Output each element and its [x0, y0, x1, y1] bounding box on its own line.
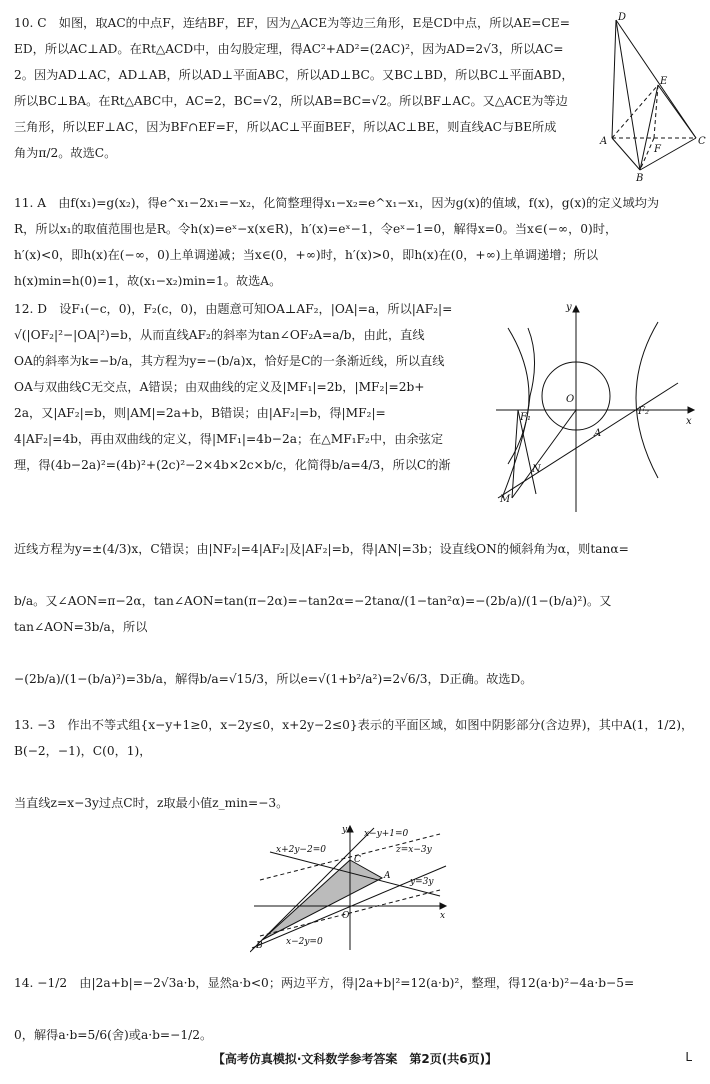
problem-14-text: 14. −1/2 由|2a+b|=−2√3a·b，显然a·b<0；两边平方，得|2a+b|²=12(a·b)²，整理，得12(a·b)²−4a·b−5= 0，解得a·b=5/6(舍)或a·b=−1/2。: [14, 976, 635, 1042]
problem-12-text-a: 12. D 设F₁(−c，0)，F₂(c，0)，由题意可知OA⊥AF₂，|OA|=a，所以|AF₂|= √(|OF₂|²−|OA|²)=b，从而直线AF₂的斜率为tan∠OF₂A=a/b，由此，直线 OA的斜率为k=−b/a，其方程为y=−(b/a)x，恰好是C的一条渐近线，所以直线 OA与双曲线C无交点，A错误；由双曲线的定义及|MF₁|=2b，|MF₂|=2b+ 2a，又|AF₂|=b，则|AM|=2a+b，B错误；由|AF₂|=b，得|MF₂|= 4|AF₂|=4b，再由双曲线的定义，得|MF₁|=4b−2a；在△MF₁F₂中，由余弦定 理，得(4b−2a)²=(4b)²+(2c)²−2×4b×2c×b/c，化简得b/a=4/3，所以C的渐: [14, 302, 453, 472]
label-n: N: [532, 464, 541, 475]
problem-11-text: 11. A 由f(x₁)=g(x₂)，得e^x₁−2x₁=−x₂，化简整理得x₁−x₂=e^x₁−x₁，因为g(x)的值域，f(x)，g(x)的定义域均为 R，所以x₁的取值范围也是R。令h(x)=eˣ−x(x∈R)，h′(x)=eˣ−1，令eˣ−1=0，解得x=0。当x∈(−∞，0)时， h′(x)<0，即h(x)在(−∞，0)上单调递减；当x∈(0，+∞)时，h′(x)>0，即h(x)在(0，+∞)上单调递增；所以 h(x)min=h(0)=1，故(x₁−x₂)min=1。故选A。: [14, 196, 660, 288]
label-y: y: [566, 302, 572, 313]
label-d: D: [618, 12, 627, 23]
hyperbola-figure: [488, 298, 702, 518]
label-x: x: [686, 416, 692, 427]
tetrahedron-figure: [598, 10, 710, 182]
page-footer: 【高考仿真模拟·文科数学参考答案 第2页(共6页)】: [212, 1052, 498, 1066]
footer-mark: L: [685, 1050, 692, 1064]
label-f2: F₂: [638, 406, 649, 417]
feasible-region-figure: [250, 822, 450, 954]
label-line3: x+2y−2=0: [276, 845, 326, 855]
label-o: O: [566, 394, 575, 405]
label-a: A: [594, 428, 602, 439]
label-b: B: [636, 173, 644, 182]
label-f: F: [654, 144, 661, 155]
label-c: C: [354, 855, 361, 865]
label-e: E: [660, 76, 668, 87]
label-a: A: [384, 871, 391, 881]
label-line1: x−y+1=0: [364, 829, 409, 839]
label-b: B: [256, 941, 263, 951]
label-m: M: [500, 494, 511, 505]
problem-13-text: 13. −3 作出不等式组{x−y+1≥0，x−2y≤0，x+2y−2≤0}表示的平面区域，如图中阴影部分(含边界)，其中A(1，1/2)，B(−2，−1)，C(0，1)， 当直线z=x−3y过点C时，z取最小值z_min=−3。: [14, 718, 694, 810]
label-x: x: [440, 911, 446, 921]
problem-12-text-b: 近线方程为y=±(4/3)x，C错误；由|NF₂|=4|AF₂|及|AF₂|=b，得|AN|=3b；设直线ON的倾斜角为α，则tanα= b/a。又∠AON=π−2α，tan∠AON=tan(π−2α)=−tan2α=−2tanα/(1−tan²α)=−(2b/a)/(1−(b/a)²)。又tan∠AON=3b/a，所以 −(2b/a)/(1−(b/a)²)=3b/a，解得b/a=√15/3，所以e=√(1+b²/a²)=2√6/3，D正确。故选D。: [14, 542, 629, 686]
problem-10-text: 10. C 如图，取AC的中点F，连结BF，EF，因为△ACE为等边三角形，E是CD中点，所以AE=CE= ED，所以AC⊥AD。在Rt△ACD中，由勾股定理，得AC²+AD²=(2AC)²，因为AD=2√3，所以AC= 2。因为AD⊥AC，AD⊥AB，所以AD⊥平面ABC，所以AD⊥BC。又BC⊥BD，所以BC⊥平面ABD， 所以BC⊥BA。在Rt△ABC中，AC=2，BC=√2，所以AB=BC=√2。所以BF⊥AC。又△ACE为等边 三角形，所以EF⊥AC，因为BF∩EF=F，所以AC⊥平面BEF，所以AC⊥BE，则直线AC与BE所成 角为π/2。故选C。: [14, 16, 574, 160]
label-objective: z=x−3y: [396, 845, 432, 855]
label-line2: x−2y=0: [286, 937, 323, 947]
label-a: A: [600, 136, 608, 147]
label-o: O: [342, 911, 350, 921]
label-y: y: [342, 825, 348, 835]
label-y3y: y=3y: [410, 877, 434, 887]
label-c: C: [698, 136, 706, 147]
label-f1: F₁: [520, 412, 531, 423]
